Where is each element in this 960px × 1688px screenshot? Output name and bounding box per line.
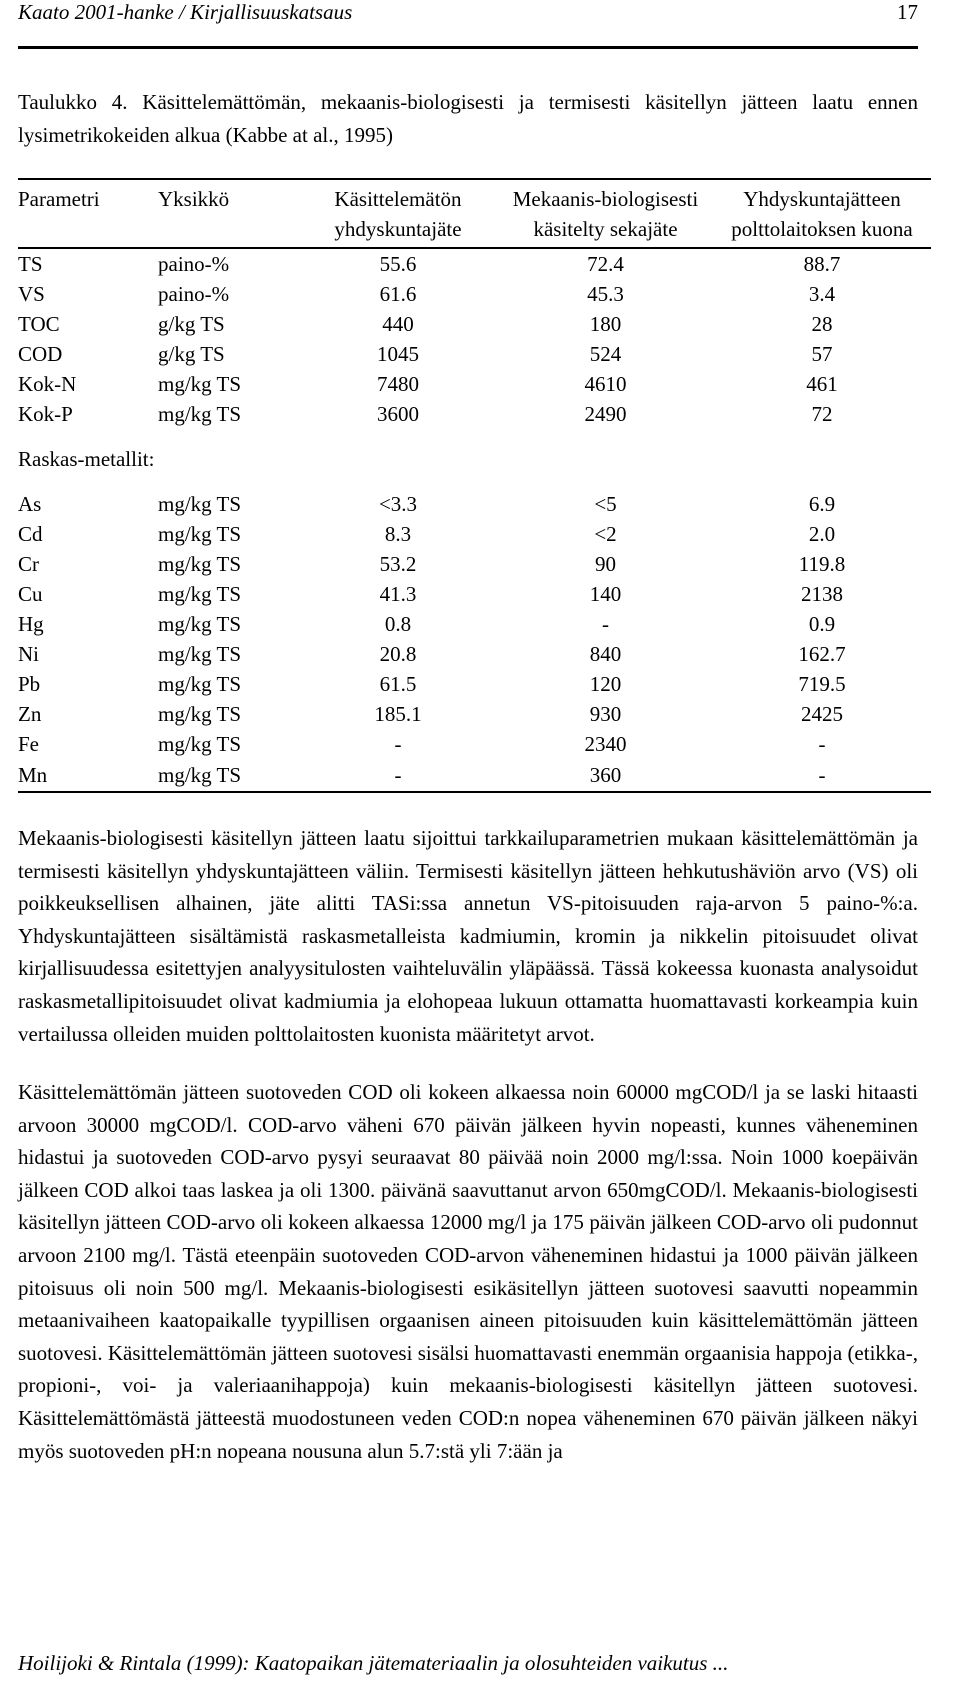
cell-parameter: Zn	[18, 702, 42, 726]
page-header	[18, 0, 918, 26]
cell-parameter: As	[18, 492, 42, 516]
cell-parameter: Ni	[18, 642, 39, 666]
cell-mbt: <5	[594, 492, 617, 516]
cell-ash: 57	[811, 342, 833, 366]
table-row	[18, 339, 931, 369]
table-row	[18, 279, 931, 309]
col-header-parameter: Parametri	[18, 179, 158, 248]
cell-parameter: TOC	[18, 312, 60, 336]
cell-parameter: Cd	[18, 522, 43, 546]
cell-untreated: -	[298, 759, 498, 792]
cell-unit: paino-%	[158, 282, 230, 306]
cell-unit: mg/kg TS	[158, 492, 242, 516]
cell-untreated: 61.6	[379, 282, 417, 306]
table-group-row	[18, 429, 931, 489]
cell-unit: g/kg TS	[158, 312, 225, 336]
cell-untreated: 20.8	[379, 642, 417, 666]
cell-parameter: Fe	[18, 732, 39, 756]
cell-unit: mg/kg TS	[158, 759, 298, 792]
cell-untreated: <3.3	[378, 492, 418, 516]
paragraph-1: Mekaanis-biologisesti käsitellyn jätteen laatu sijoittui tarkkailuparametrien mukaan käsittelemättömän ja termisesti käsitellyn yhdyskuntajätteen väliin. Termisesti käsitellyn jätteen hehkutushäviön arvo (VS) oli poikkeuksellisen alhainen, jäte alitti TASi:ssa annetun VS-pitoisuuden raja-arvon 5 paino-%:a. Yhdyskuntajätteen sisältämistä raskasmetalleista kadmiumin, kromin ja nikkelin pitoisuudet olivat kirjallisuudessa esitettyjen analyysitulosten vaihteluvälin yläpäässä. Tässä kokeessa kuonasta analysoidut raskasmetallipitoisuudet olivat kadmiumia ja elohopeaa lukuun ottamatta huomattavasti korkeampia kuin vertailussa olleiden muiden polttolaitosten kuonista määritetyt arvot.	[18, 826, 918, 1046]
table-row	[18, 489, 931, 519]
cell-ash: 461	[806, 372, 838, 396]
cell-unit: mg/kg TS	[158, 672, 242, 696]
cell-ash: 3.4	[808, 282, 836, 306]
cell-ash: 119.8	[798, 552, 846, 576]
table-row	[18, 729, 931, 759]
cell-parameter: VS	[18, 282, 45, 306]
cell-unit: mg/kg TS	[158, 612, 242, 636]
header-rule	[18, 46, 918, 49]
cell-parameter: Mn	[18, 759, 158, 792]
cell-mbt: 90	[595, 552, 616, 576]
cell-untreated: -	[394, 732, 402, 756]
cell-ash: -	[713, 759, 931, 792]
table-row	[18, 369, 931, 399]
table-row	[18, 309, 931, 339]
table-row	[18, 579, 931, 609]
cell-mbt: 2490	[584, 402, 627, 426]
cell-mbt: 360	[498, 759, 713, 792]
cell-unit: mg/kg TS	[158, 372, 242, 396]
cell-mbt: 2340	[584, 732, 627, 756]
cell-ash: 719.5	[798, 672, 846, 696]
cell-unit: paino-%	[158, 252, 230, 276]
table-row	[18, 699, 931, 729]
cell-mbt: -	[602, 612, 609, 636]
cell-ash: 6.9	[808, 492, 836, 516]
cell-unit: mg/kg TS	[158, 402, 242, 426]
cell-mbt: 930	[589, 702, 622, 726]
cell-parameter: Kok-N	[18, 372, 77, 396]
table-row	[18, 399, 931, 429]
table-row	[18, 609, 931, 639]
cell-mbt: 4610	[584, 372, 627, 396]
cell-parameter: TS	[18, 252, 43, 276]
cell-ash: 28	[811, 312, 833, 336]
table-row	[18, 519, 931, 549]
cell-ash: 2425	[801, 702, 843, 726]
col-header-unit: Yksikkö	[158, 179, 298, 248]
table-header-row	[18, 179, 931, 248]
group-label-heavy-metals: Raskas-metallit:	[18, 447, 155, 471]
cell-ash: 2138	[801, 582, 843, 606]
cell-ash: 2.0	[808, 522, 836, 546]
cell-parameter: Pb	[18, 672, 41, 696]
col-header-mbt: Mekaanis-biologisesti käsitelty sekajäte	[498, 179, 713, 248]
table-row	[18, 669, 931, 699]
cell-ash: 0.9	[808, 612, 836, 636]
cell-untreated: 1045	[377, 342, 419, 366]
page-number: 17	[897, 0, 918, 24]
cell-mbt: 840	[589, 642, 622, 666]
cell-parameter: Cr	[18, 552, 39, 576]
cell-ash: -	[818, 732, 826, 756]
cell-mbt: 45.3	[587, 282, 624, 306]
cell-parameter: Cu	[18, 582, 43, 606]
cell-unit: mg/kg TS	[158, 582, 242, 606]
cell-untreated: 0.8	[384, 612, 412, 636]
cell-untreated: 53.2	[379, 552, 417, 576]
cell-unit: g/kg TS	[158, 342, 225, 366]
empty-cell	[298, 429, 498, 489]
cell-mbt: 120	[589, 672, 622, 696]
cell-ash: 88.7	[803, 252, 841, 276]
empty-cell	[713, 429, 931, 489]
data-table	[18, 178, 931, 793]
col-header-untreated: Käsittelemätön yhdyskuntajäte	[298, 179, 498, 248]
cell-unit: mg/kg TS	[158, 732, 242, 756]
empty-cell	[158, 429, 298, 489]
cell-untreated: 8.3	[384, 522, 412, 546]
cell-parameter: Kok-P	[18, 402, 73, 426]
table-caption: Taulukko 4. Käsittelemättömän, mekaanis-biologisesti ja termisesti käsitellyn jätteen laatu ennen lysimetrikokeiden alkua (Kabbe at al., 1995)	[18, 90, 918, 147]
running-title: Kaato 2001-hanke / Kirjallisuuskatsaus	[18, 0, 353, 24]
table-row	[18, 248, 931, 279]
cell-mbt: 524	[589, 342, 622, 366]
cell-untreated: 7480	[377, 372, 419, 396]
cell-mbt: 140	[589, 582, 622, 606]
cell-mbt: 72.4	[587, 252, 624, 276]
cell-ash: 162.7	[798, 642, 846, 666]
cell-unit: mg/kg TS	[158, 552, 242, 576]
cell-unit: mg/kg TS	[158, 522, 242, 546]
cell-unit: mg/kg TS	[158, 702, 242, 726]
table-row	[18, 549, 931, 579]
cell-untreated: 55.6	[379, 252, 417, 276]
cell-mbt: <2	[594, 522, 617, 546]
cell-untreated: 440	[382, 312, 414, 336]
cell-parameter: COD	[18, 342, 63, 366]
cell-untreated: 41.3	[379, 582, 417, 606]
table-row	[18, 639, 931, 669]
cell-mbt: 180	[589, 312, 622, 336]
cell-untreated: 185.1	[374, 702, 422, 726]
paragraph-2: Käsittelemättömän jätteen suotoveden COD oli kokeen alkaessa noin 60000 mgCOD/l ja se laski hitaasti arvoon 30000 mgCOD/l. COD-arvo väheni 670 päivän jälkeen hyvin nopeasti, kunnes väheneminen hidastui ja suotoveden COD-arvo pysyi seuraavat 80 päivää noin 2000 mg/l:ssa. Noin 1000 koepäivän jälkeen COD alkoi taas laskea ja oli 1300. päivänä saavuttanut arvon 650mgCOD/l. Mekaanis-biologisesti käsitellyn jätteen COD-arvo oli kokeen alkaessa 12000 mg/l ja 175 päivän jälkeen COD-arvo oli pudonnut arvoon 2100 mg/l. Tästä eteenpäin suotoveden COD-arvon väheneminen hidastui ja 1000 päivän jälkeen pitoisuus oli noin 500 mg/l. Mekaanis-biologisesti esikäsitellyn jätteen suotovesi saavutti nopeammin metaanivaiheen kaatopaikalle tyypillisen orgaanisen aineen pitoisuuden kuin käsittelemättömän jätteen suotovesi. Käsittelemättömän jätteen suotovesi sisälsi huomattavasti enemmän orgaanisia happoja (etikka-, propioni-, voi- ja valeriaanihappoja) kuin mekaanis-biologisesti käsitellyn jätteen suotovesi. Käsittelemättömästä jätteestä muodostuneen veden COD:n nopea väheneminen 670 päivän jälkeen näkyi myös suotoveden pH:n nopeana nousuna alun 5.7:stä yli 7:ään ja	[18, 1080, 918, 1463]
cell-untreated: 61.5	[379, 672, 417, 696]
cell-unit: mg/kg TS	[158, 642, 242, 666]
table-row	[18, 759, 931, 792]
page-footer: Hoilijoki & Rintala (1999): Kaatopaikan jätemateriaalin ja olosuhteiden vaikutus ...	[18, 1651, 729, 1675]
cell-untreated: 3600	[377, 402, 419, 426]
empty-cell	[498, 429, 713, 489]
cell-parameter: Hg	[18, 612, 44, 636]
cell-ash: 72	[811, 402, 833, 426]
col-header-ash: Yhdyskuntajätteen polttolaitoksen kuona	[713, 179, 931, 248]
